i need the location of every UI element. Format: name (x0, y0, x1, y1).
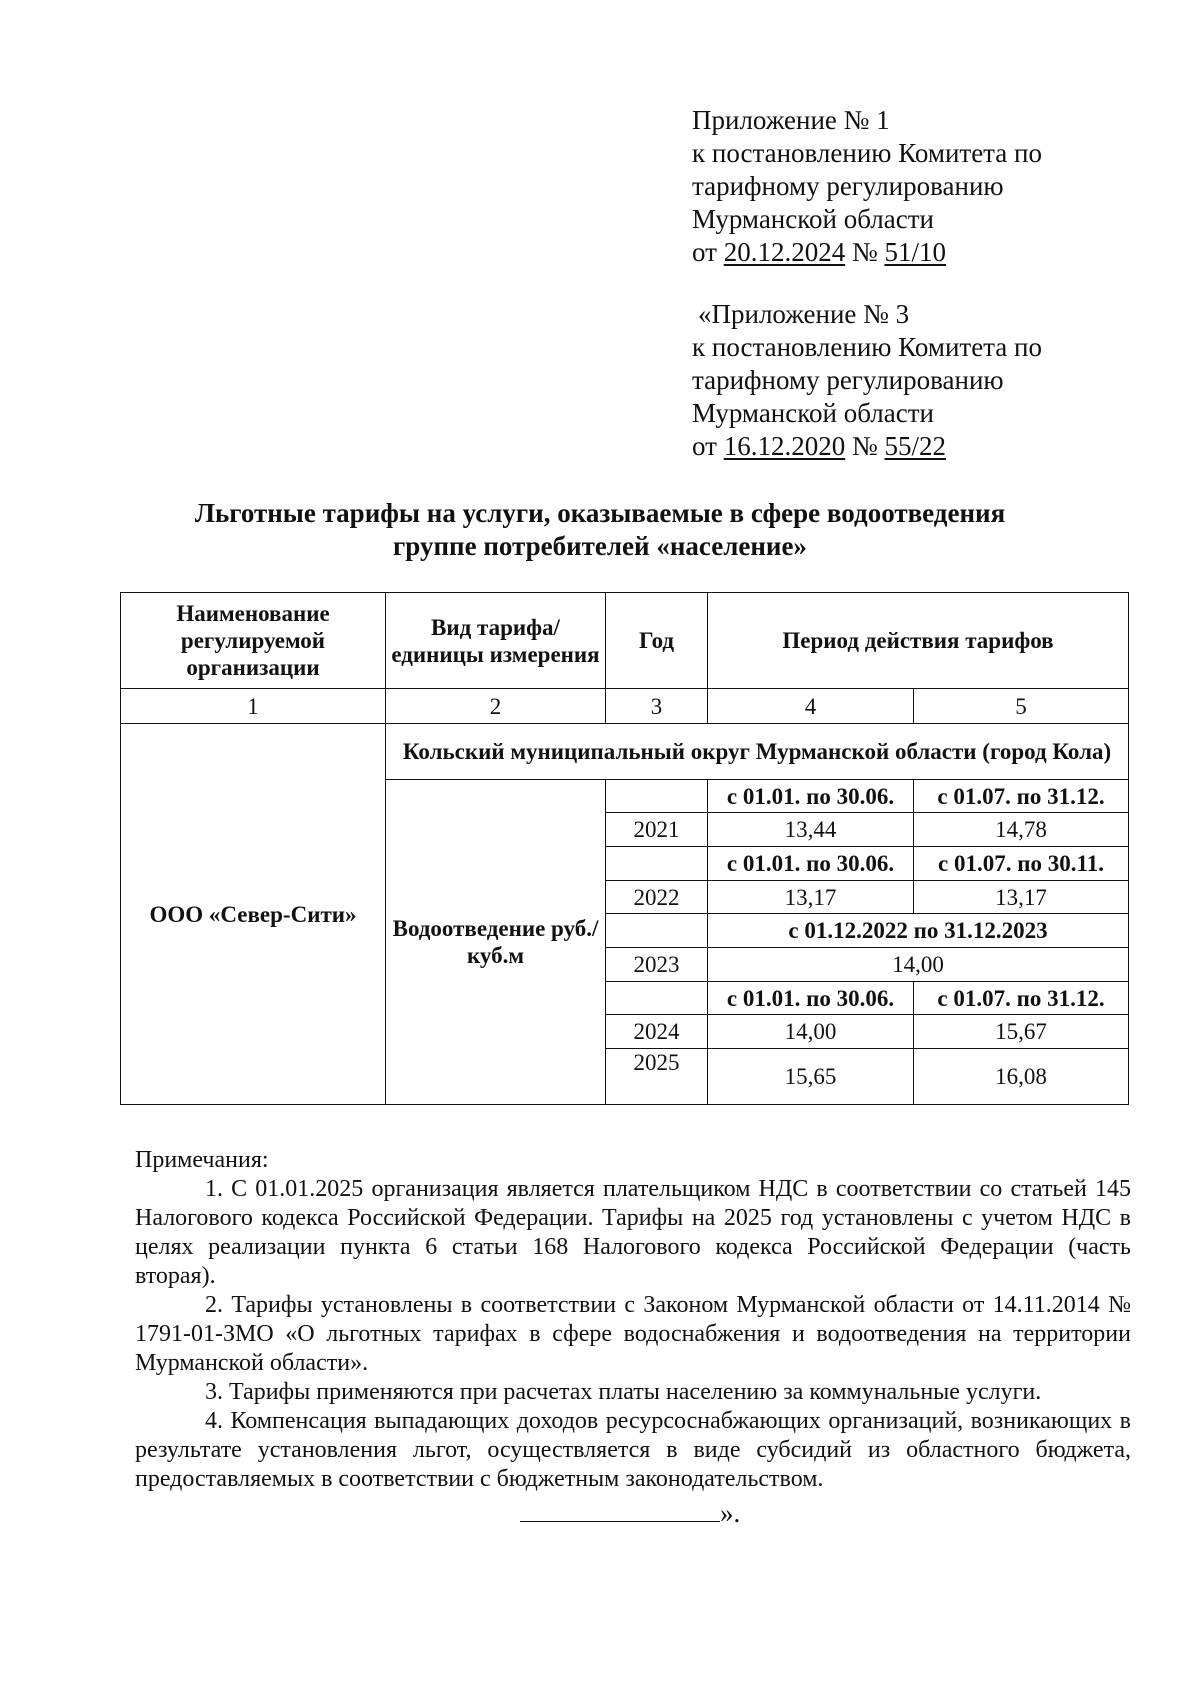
appendix-1-line3: тарифному регулированию (692, 171, 1004, 201)
appendix-1-date-prefix: от (692, 237, 724, 267)
appendix-3-date-line (692, 430, 1132, 463)
empty-year-cell (606, 847, 708, 881)
appendix-3-date: 16.12.2020 (723, 431, 846, 461)
period-2021-second-half: с 01.07. по 31.12. (914, 780, 1129, 813)
appendix-1-line4: Мурманской области (692, 204, 934, 234)
year-2023: 2023 (606, 948, 708, 982)
value-2025-second-half: 16,08 (914, 1049, 1129, 1105)
appendix-1-date-line (692, 236, 1132, 269)
note-item: 2. Тарифы установлены в соответствии с Законом Мурманской области от 14.11.2014 № 1791-01-ЗМО «О льготных тарифах в сфере водоснабжения и водоотведения на территории Мурманской области». (135, 1292, 1131, 1376)
closing-quote: ». (720, 1498, 741, 1528)
appendix-1-line2: к постановлению Комитета по (692, 138, 1042, 168)
district-name: Кольский муниципальный округ Мурманской области (город Кола) (386, 724, 1129, 780)
year-2022: 2022 (606, 881, 708, 914)
value-2024-first-half: 14,00 (708, 1015, 914, 1049)
closing-mark (520, 1498, 740, 1529)
appendix-3-number: 55/22 (884, 431, 946, 461)
period-2024-first-half: с 01.01. по 30.06. (708, 982, 914, 1015)
notes-heading: Примечания: (135, 1147, 269, 1173)
appendix-1-number: 51/10 (884, 237, 946, 267)
appendix-3-block (692, 298, 1132, 463)
year-2021: 2021 (606, 813, 708, 847)
notes-section (135, 1146, 1131, 1494)
note-item: 3. Тарифы применяются при расчетах платы населению за коммунальные услуги. (205, 1379, 1042, 1405)
tariff-type: Водоотведение руб./куб.м (386, 780, 606, 1105)
note-item: 1. С 01.01.2025 организация является плательщиком НДС в соответствии со статьей 145 Налогового кодекса Российской Федерации. Тарифы на 2025 год установлены с учетом НДС в целях реализации пункта 6 статьи 168 Налогового кодекса Российской Федерации (часть вторая). (135, 1176, 1131, 1289)
column-number: 3 (606, 689, 708, 724)
appendix-1-title: Приложение № 1 (692, 105, 890, 135)
column-number: 5 (914, 689, 1129, 724)
value-2022-first-half: 13,17 (708, 881, 914, 914)
appendix-3-title: «Приложение № 3 (698, 299, 910, 329)
period-2022-first-half: с 01.01. по 30.06. (708, 847, 914, 881)
period-2021-first-half: с 01.01. по 30.06. (708, 780, 914, 813)
appendix-1-block (692, 104, 1132, 269)
header-tariff-type: Вид тарифа/единицы измерения (386, 593, 606, 689)
value-2023: 14,00 (708, 948, 1129, 982)
empty-year-cell (606, 780, 708, 813)
document-title (120, 497, 1080, 563)
appendix-3-number-prefix: № (845, 431, 885, 461)
appendix-3-date-prefix: от (692, 431, 724, 461)
value-2025-first-half: 15,65 (708, 1049, 914, 1105)
appendix-3-line2: к постановлению Комитета по (692, 332, 1042, 362)
value-2021-first-half: 13,44 (708, 813, 914, 847)
period-2024-second-half: с 01.07. по 31.12. (914, 982, 1129, 1015)
column-number: 1 (121, 689, 386, 724)
period-2022-second-half: с 01.07. по 30.11. (914, 847, 1129, 881)
column-number: 2 (386, 689, 606, 724)
value-2021-second-half: 14,78 (914, 813, 1129, 847)
header-period: Период действия тарифов (708, 593, 1129, 689)
appendix-1-number-prefix: № (845, 237, 885, 267)
value-2024-second-half: 15,67 (914, 1015, 1129, 1049)
header-year: Год (606, 593, 708, 689)
organization-name: ООО «Север-Сити» (121, 724, 386, 1105)
appendix-3-line4: Мурманской области (692, 398, 934, 428)
document-title-line1: Льготные тарифы на услуги, оказываемые в сфере водоотведения (194, 498, 1006, 528)
year-2025: 2025 (606, 1049, 708, 1105)
column-number: 4 (708, 689, 914, 724)
header-organization: Наименование регулируемой организации (121, 593, 386, 689)
empty-year-cell (606, 982, 708, 1015)
signature-line (520, 1499, 720, 1522)
tariff-table (120, 592, 1129, 1105)
appendix-3-line3: тарифному регулированию (692, 365, 1004, 395)
empty-year-cell (606, 914, 708, 948)
year-2024: 2024 (606, 1015, 708, 1049)
value-2022-second-half: 13,17 (914, 881, 1129, 914)
period-2023: с 01.12.2022 по 31.12.2023 (708, 914, 1129, 948)
note-item: 4. Компенсация выпадающих доходов ресурсоснабжающих организаций, возникающих в результате установления льгот, осуществляется в виде субсидий из областного бюджета, предоставляемых в соответствии с бюджетным законодательством. (135, 1408, 1131, 1492)
document-title-line2: группе потребителей «население» (393, 531, 807, 561)
appendix-1-date: 20.12.2024 (723, 237, 846, 267)
